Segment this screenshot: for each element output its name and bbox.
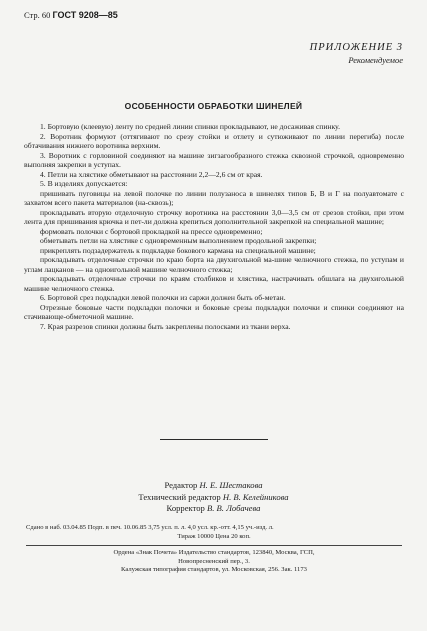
paragraph: прикреплять подзадержатель к подкладке бокового кармана на специальной машине; — [40, 245, 316, 255]
imprint-printer: Калужская типография стандартов, ул. Московская, 256. Зак. 1173 — [121, 566, 307, 574]
paragraph: прокладывать вторую отделочную строчку воротника на расстоянии 3,0—3,5 см от срезов стойки, при этом лента для пришивания крючка и пет-ли должна крепиться дополнительной закрепкой на специальной машине; — [24, 207, 404, 226]
body-text — [24, 122, 404, 331]
editor-name: Н. Е. Шестакова — [199, 480, 263, 490]
proofreader-line — [0, 503, 427, 515]
page-number: Стр. 60 — [24, 10, 51, 20]
proofreader-name: В. В. Лобачева — [206, 503, 261, 513]
technical-editor-name: Н. В. Келейникова — [222, 491, 289, 502]
paragraph: обметывать петли на хлястике с одновременным выполнением продольной закрепки; — [40, 236, 317, 245]
paragraph: 5. В изделиях допускается: — [40, 179, 128, 188]
paragraph: Отрезные боковые части подкладки полочки и боковые срезы подкладки полочки и спинки соединяют на стачивающе-обметочной машине. — [24, 302, 404, 321]
imprint-publisher-address: Новопресненский пер., 3. — [178, 557, 250, 565]
section-title: ОСОБЕННОСТИ ОБРАБОТКИ ШИНЕЛЕЙ — [124, 101, 303, 111]
imprint-print-details: Сдано в наб. 03.04.85 Подп. в печ. 10.06.85 3,75 усл. п. л. 4,0 усл. кр.-отт. 4,15 уч.-изд. л. — [26, 524, 274, 531]
appendix-title: ПРИЛОЖЕНИЕ 3 — [309, 42, 403, 53]
paragraph: формовать полочки с бортовой прокладкой на прессе одновременно; — [40, 226, 263, 236]
paragraph: прокладывать отделочные строчки по краям столбиков и хлястика, настрачивать обшлага на двухигольной машине челночного стежка. — [24, 274, 404, 293]
technical-editor-role: Технический редактор — [138, 491, 221, 502]
paragraph: 2. Воротник формуют (оттягивают по срезу стойки и отлету и сутюживают по линии перегиба) после обтачивания нижнего воротника верхним. — [24, 131, 404, 150]
paragraph: 4. Петли на хлястике обметывают на расстоянии 2,2—2,6 см от края. — [40, 169, 263, 179]
imprint-divider — [26, 545, 402, 546]
paragraph: 1. Бортовую (клеевую) ленту по средней линии спинки прокладывают, не досаживая спинку. — [40, 122, 340, 131]
imprint-publisher: Ордена «Знак Почета» Издательство стандартов, 123840, Москва, ГСП, — [113, 549, 315, 557]
editor-line — [0, 480, 427, 492]
paragraph: 6. Бортовой срез подкладки левой полочки из саржи должен быть об-метан. — [40, 293, 286, 302]
paragraph: 7. Края разрезов спинки должны быть закреплены полосками из ткани верха. — [40, 321, 291, 331]
running-head — [24, 10, 404, 20]
divider — [160, 439, 268, 440]
paragraph: прокладывать отделочные строчки по краю борта на двухигольной ма-шине челночного стежка, по уступам и углам лацканов — на одноигольной машине челночного стежка; — [24, 255, 404, 274]
editor-role: Редактор — [164, 480, 198, 490]
paragraph: пришивать пуговицы на левой полочке по линии полузаноса в шинелях типов Б, В и Г на полуавтомате с захватом всего пакета материалов (на-сквозь); — [24, 188, 404, 207]
appendix-label — [310, 42, 403, 65]
imprint-print-run: Тираж 10000 Цена 20 коп. — [177, 532, 251, 540]
appendix-status: Рекомендуемое — [348, 55, 403, 65]
proofreader-role: Корректор — [166, 503, 205, 513]
editors-block — [0, 480, 427, 515]
imprint-block — [26, 524, 402, 575]
technical-editor-line — [0, 492, 427, 504]
paragraph: 3. Воротник с горловиной соединяют на машине зигзагообразного стежка сквозной строчкой, одновременно выполняя закрепки в уступах. — [24, 150, 404, 169]
standard-number: ГОСТ 9208—85 — [52, 10, 118, 20]
